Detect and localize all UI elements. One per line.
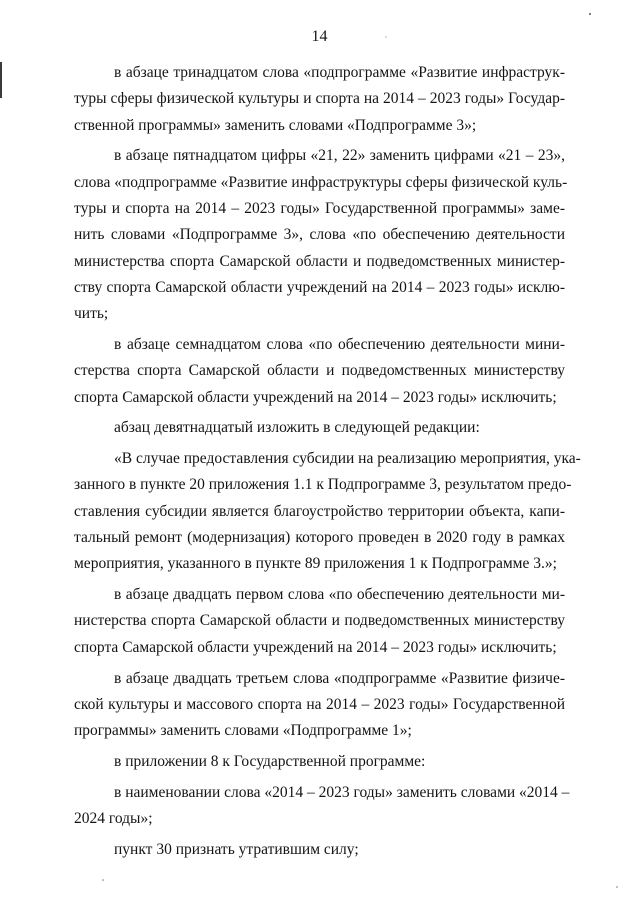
paragraph (74, 143, 568, 327)
text-line: в абзаце пятнадцатом цифры «21, 22» заменить цифрами «21 – 23», (114, 147, 565, 165)
text-line: ской культуры и массового спорта на 2014 – 2023 годы» Государственной (74, 695, 565, 713)
text-line: в абзаце тринадцатом слова «подпрограмме «Развитие инфраструк- (114, 64, 565, 81)
page-number: 14 (311, 28, 328, 45)
text-line: ственной программы» заменить словами «Подпрограмме 3»; (74, 116, 477, 134)
paragraph (74, 60, 565, 139)
scan-edge-mark (0, 62, 2, 98)
text-line: чить; (74, 305, 109, 323)
paragraph (74, 582, 565, 661)
text-line: в абзаце семнадцатом слова «по обеспечению деятельности мини- (114, 335, 565, 353)
text-line: ству спорта Самарской области учреждений на 2014 – 2023 годы» исклю- (74, 278, 565, 296)
text-line: в наименовании слова «2014 – 2023 годы» заменить словами «2014 – (114, 783, 570, 801)
paragraph (74, 415, 565, 441)
paragraph (74, 780, 570, 833)
text-line: мероприятия, указанного в пункте 89 приложения 1 к Подпрограмме 3.»; (74, 555, 557, 573)
text-line: министерства спорта Самарской области и подведомственных министер- (74, 252, 565, 270)
scan-speck (102, 879, 104, 881)
text-line: программы» заменить словами «Подпрограмме 1»; (74, 722, 412, 740)
text-line: спорта Самарской области учреждений на 2014 – 2023 годы» исключить; (74, 388, 557, 406)
scan-speck (616, 886, 618, 888)
paragraph (74, 332, 565, 411)
text-line: нистерства спорта Самарской области и подведомственных министерству (74, 612, 565, 630)
text-line: абзац девятнадцатый изложить в следующей редакции: (114, 419, 480, 437)
paragraph (74, 749, 565, 775)
text-line: нить словами «Подпрограмме 3», слова «по обеспечению деятельности (74, 226, 565, 244)
text-line: туры и спорта на 2014 – 2023 годы» Государственной программы» заме- (74, 199, 565, 217)
text-line: «В случае предоставления субсидии на реализацию мероприятия, ука- (114, 450, 581, 468)
text-line: в абзаце двадцать первом слова «по обеспечению деятельности ми- (114, 586, 565, 604)
text-line: стерства спорта Самарской области и подведомственных министерству (74, 362, 565, 380)
text-line: тальный ремонт (модернизация) которого проведен в 2020 году в рамках (74, 529, 565, 547)
text-line: пункт 30 признать утратившим силу; (114, 840, 359, 858)
text-line: туры сферы физической культуры и спорта на 2014 – 2023 годы» Государ- (74, 90, 565, 108)
paragraph (74, 446, 581, 577)
text-line: спорта Самарской области учреждений на 2014 – 2023 годы» исключить; (74, 638, 557, 656)
text-line: слова «подпрограмме «Развитие инфраструктуры сферы физической куль- (74, 173, 568, 191)
text-line: 2024 годы»; (74, 810, 153, 828)
text-line: в абзаце двадцать третьем слова «подпрограмме «Развитие физиче- (114, 669, 565, 687)
document-body (74, 60, 581, 863)
text-line: ставления субсидии является благоустройство территории объекта, капи- (74, 502, 565, 520)
text-line: занного в пункте 20 приложения 1.1 к Подпрограмме 3, результатом предо- (74, 476, 572, 494)
paragraph (74, 837, 565, 863)
paragraph (74, 666, 565, 745)
scan-speck (589, 13, 591, 15)
text-line: в приложении 8 к Государственной программе: (114, 752, 426, 770)
